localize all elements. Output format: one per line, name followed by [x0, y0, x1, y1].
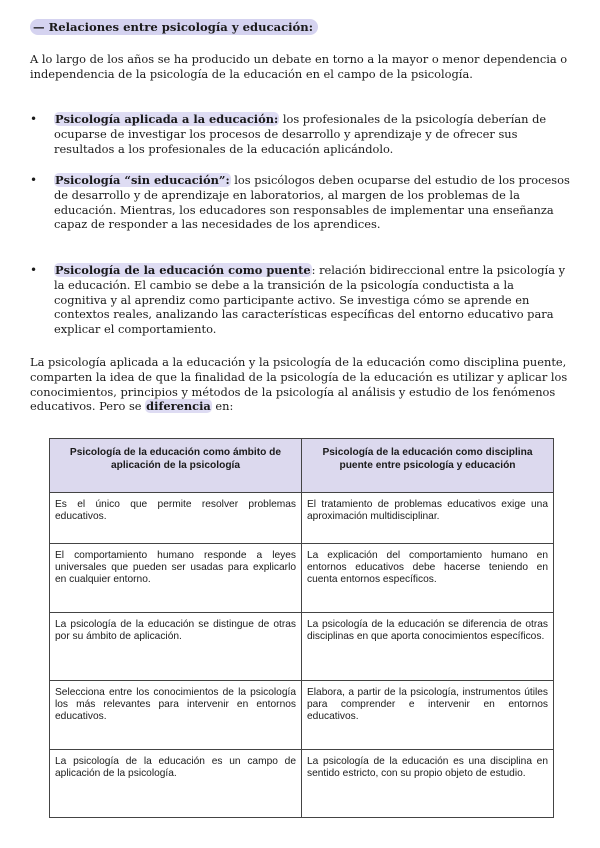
table-row [50, 613, 554, 681]
intro-paragraph: A lo largo de los años se ha producido un debate en torno a la mayor o menor dependencia o independencia de la psicología de la educación en el campo de la psicología. [30, 52, 568, 81]
bullet-description: los psicólogos deben ocuparse del estudio de los procesos de desarrollo y de aprendizaje en laboratorios, al margen de los problemas de la educación. Mientras, los educadores son responsables de implementar una enseñanza capaz de responder a las necesidades de los aprendices. [54, 173, 570, 232]
table-row [50, 681, 554, 750]
table-cell: La psicología de la educación es una disciplina en sentido estricto, con su propio objeto de estudio. [302, 750, 554, 818]
section-heading: — Relaciones entre psicología y educación: [30, 19, 318, 35]
table-cell: Selecciona entre los conocimientos de la psicología los más relevantes para intervenir en entornos educativos. [50, 681, 302, 750]
table-header-cell: Psicología de la educación como disciplina puente entre psicología y educación [302, 439, 554, 493]
table-cell: La psicología de la educación se distingue de otras por su ámbito de aplicación. [50, 613, 302, 681]
table-row [50, 544, 554, 613]
bullet-dot-icon: • [30, 173, 38, 187]
bullet-term: Psicología aplicada a la educación: [55, 112, 279, 126]
table-cell: La psicología de la educación es un campo de aplicación de la psicología. [50, 750, 302, 818]
comparison-table [49, 438, 554, 818]
bullet-description: los profesionales de la psicología deberían de ocuparse de investigar los procesos de desarrollo y aprendizaje y de ofrecer sus resultados a los profesionales de la educación aplicándolo. [54, 112, 547, 156]
closing-text: La psicología aplicada a la educación y la psicología de la educación como disciplina puente, comparten la idea de que la finalidad de la psicología de la educación es utilizar y aplicar los conocimientos, principios y métodos de la psicología al análisis y estudio de los fenómenos educativos. Pero se [30, 355, 568, 414]
table-row [50, 493, 554, 544]
bullet-dot-icon: • [30, 112, 38, 126]
bullet-text [54, 263, 570, 337]
table-header-cell: Psicología de la educación como ámbito de aplicación de la psicología [50, 439, 302, 493]
bullet-term: Psicología de la educación como puente [55, 263, 311, 277]
table-cell: El tratamiento de problemas educativos exige una aproximación multidisciplinar. [302, 493, 554, 544]
table-header-row [50, 439, 554, 493]
table-cell: Elabora, a partir de la psicología, instrumentos útiles para comprender e intervenir en entornos educativos. [302, 681, 554, 750]
table-cell: El comportamiento humano responde a leyes universales que pueden ser usadas para explicarlo en cualquier entorno. [50, 544, 302, 613]
bullet-term: Psicología “sin educación”: [55, 173, 230, 187]
closing-paragraph [30, 355, 570, 414]
bullet-dot-icon: • [30, 263, 38, 277]
table-row [50, 750, 554, 818]
closing-end: en: [211, 399, 234, 414]
bullet-text [54, 173, 570, 232]
closing-highlight: diferencia [146, 399, 211, 414]
bullet-description: : relación bidireccional entre la psicología y la educación. El cambio se debe a la transición de la psicología conductista a la cognitiva y al aprendiz como participante activo. Se investiga cómo se aprende en contextos reales, analizando las características específicas del entorno educativo para explicar el comportamiento. [54, 263, 566, 337]
table-cell: La psicología de la educación se diferencia de otras disciplinas en que aporta conocimientos específicos. [302, 613, 554, 681]
bullet-text [54, 112, 570, 156]
table-cell: La explicación del comportamiento humano en entornos educativos debe hacerse teniendo en cuenta entornos específicos. [302, 544, 554, 613]
table-cell: Es el único que permite resolver problemas educativos. [50, 493, 302, 544]
